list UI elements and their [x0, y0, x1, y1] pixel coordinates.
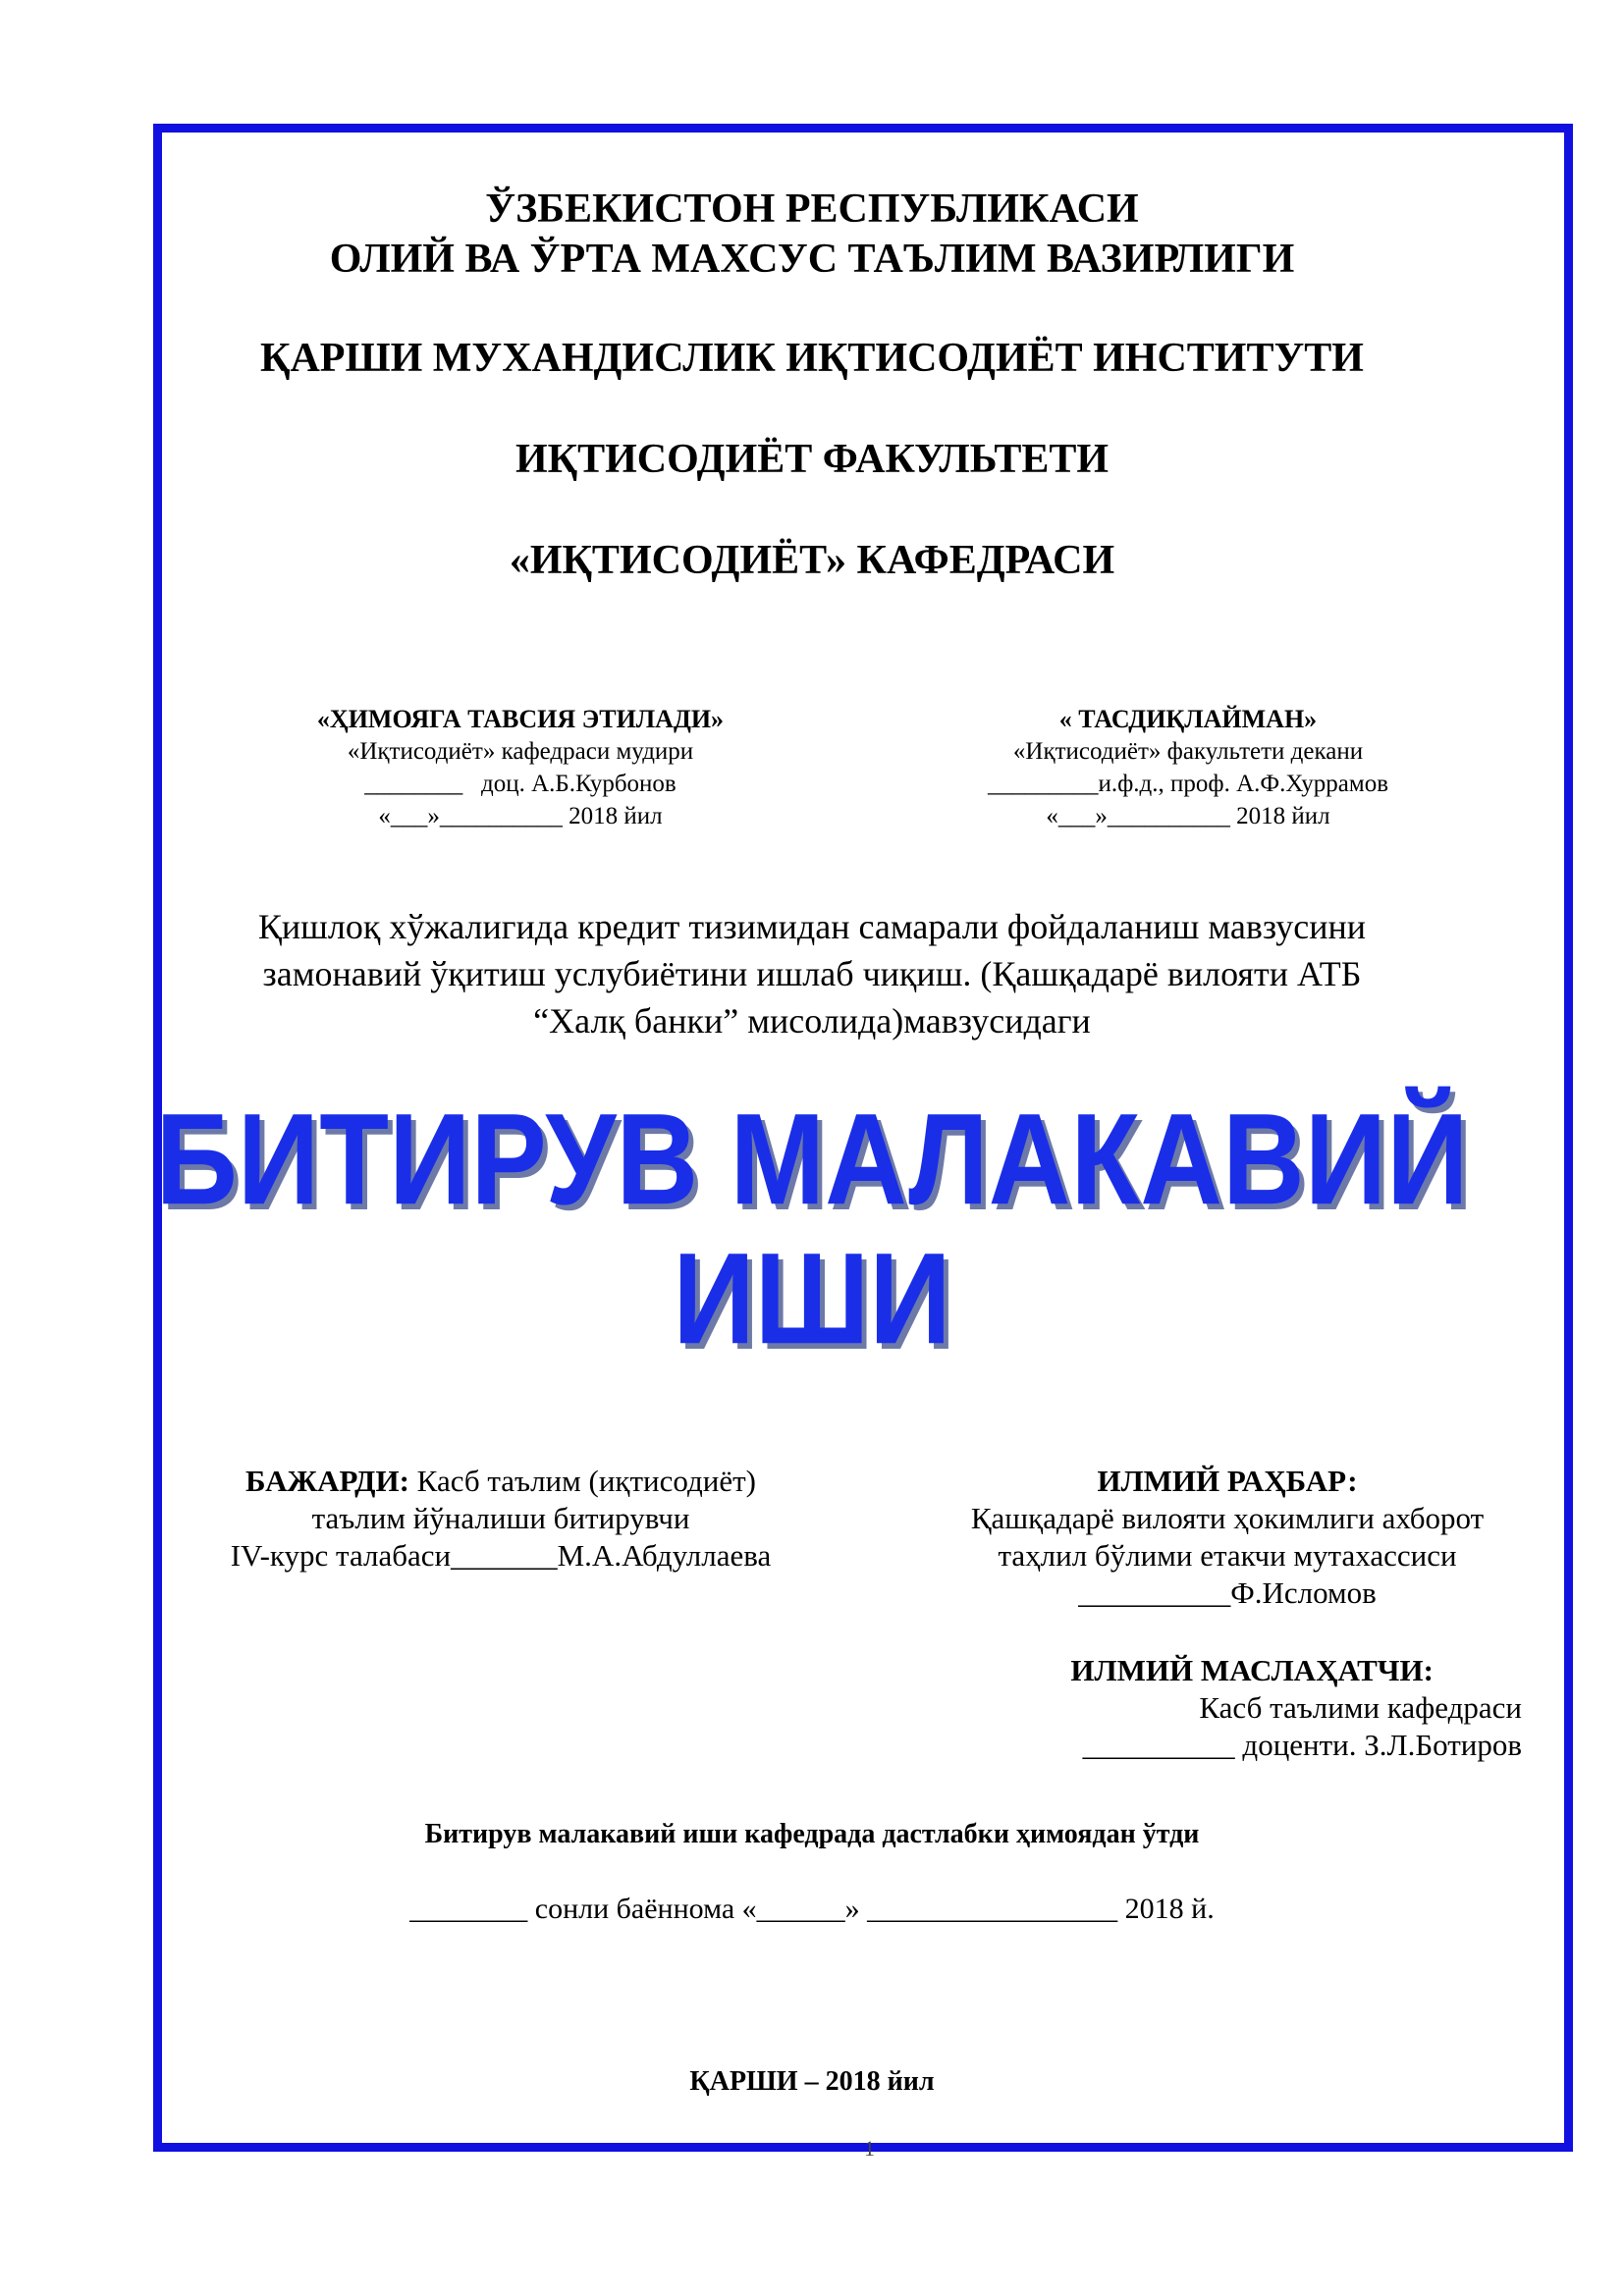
consultant-label: ИЛМИЙ МАСЛАҲАТЧИ: [1070, 1653, 1434, 1687]
performer-block [187, 1463, 815, 1575]
consultant-signature: __________ доценти. З.Л.Ботиров [1082, 1728, 1522, 1762]
approval-right-date: «___»__________ 2018 йил [1046, 803, 1330, 829]
performer-label: БАЖАРДИ: [245, 1464, 409, 1498]
work-title-line-2: ИШИ [673, 1225, 951, 1371]
republic-title: ЎЗБЕКИСТОН РЕСПУБЛИКАСИ [485, 187, 1139, 232]
supervisor-department: таҳлил бўлими етакчи мутахассиси [998, 1538, 1457, 1573]
defense-statement: Битирув малакавий иши кафедрада дастлабки ҳимоядан ўтди [424, 1819, 1200, 1849]
approval-right-position: «Иқтисодиёт» факультети декани [1012, 738, 1364, 765]
approval-left [245, 703, 795, 832]
defense-protocol: ________ сонли баённома «______» _________________ 2018 й. [409, 1893, 1215, 1925]
topic-line-1: Қишлоқ хўжалигида кредит тизимидан самарали фойдаланиш мавзусини [257, 907, 1367, 946]
consultant-block [982, 1652, 1522, 1764]
page-number: 1 [864, 2136, 875, 2161]
approval-right [913, 703, 1463, 832]
topic-line-2: замонавий ўқитиш услубиётини ишлаб чиқиш. (Қашқадарё вилояти АТБ [262, 954, 1362, 993]
performer-program: Касб таълим (иқтисодиёт) [408, 1464, 756, 1498]
supervisor-position: Қашқадарё вилояти ҳокимлиги ахборот [970, 1501, 1485, 1535]
approval-left-position: «Иқтисодиёт» кафедраси мудири [347, 738, 694, 765]
approval-left-signature: ________ доц. А.Б.Курбонов [364, 771, 677, 797]
faculty-title: ИҚТИСОДИЁТ ФАКУЛЬТЕТИ [514, 437, 1110, 482]
approval-right-title: « ТАСДИҚЛАЙМАН» [1058, 705, 1318, 733]
topic-line-3: “Халқ банки” мисолида)мавзусидаги [533, 1001, 1091, 1041]
consultant-department: Касб таълими кафедраси [1199, 1690, 1522, 1725]
supervisor-signature: __________Ф.Исломов [1078, 1575, 1377, 1610]
work-title-line-1: БИТИРУВ МАЛАКАВИЙ [155, 1086, 1469, 1232]
department-title: «ИҚТИСОДИЁТ» КАФЕДРАСИ [509, 538, 1115, 583]
performer-direction: таълим йўналиши битирувчи [311, 1501, 690, 1535]
ministry-title: ОЛИЙ ВА ЎРТА МАХСУС ТАЪЛИМ ВАЗИРЛИГИ [329, 237, 1295, 282]
supervisor-block [933, 1463, 1522, 1612]
city-year: ҚАРШИ – 2018 йил [689, 2066, 935, 2097]
performer-student: IV-курс талабаси_______М.А.Абдуллаева [230, 1538, 772, 1573]
approval-right-signature: _________и.ф.д., проф. А.Ф.Хуррамов [987, 771, 1388, 797]
supervisor-label: ИЛМИЙ РАҲБАР: [1097, 1464, 1358, 1498]
institute-title: ҚАРШИ МУХАНДИСЛИК ИҚТИСОДИЁТ ИНСТИТУТИ [260, 336, 1364, 381]
approval-left-title: «ҲИМОЯГА ТАВСИЯ ЭТИЛАДИ» [316, 705, 725, 733]
approval-left-date: «___»__________ 2018 йил [378, 803, 663, 829]
